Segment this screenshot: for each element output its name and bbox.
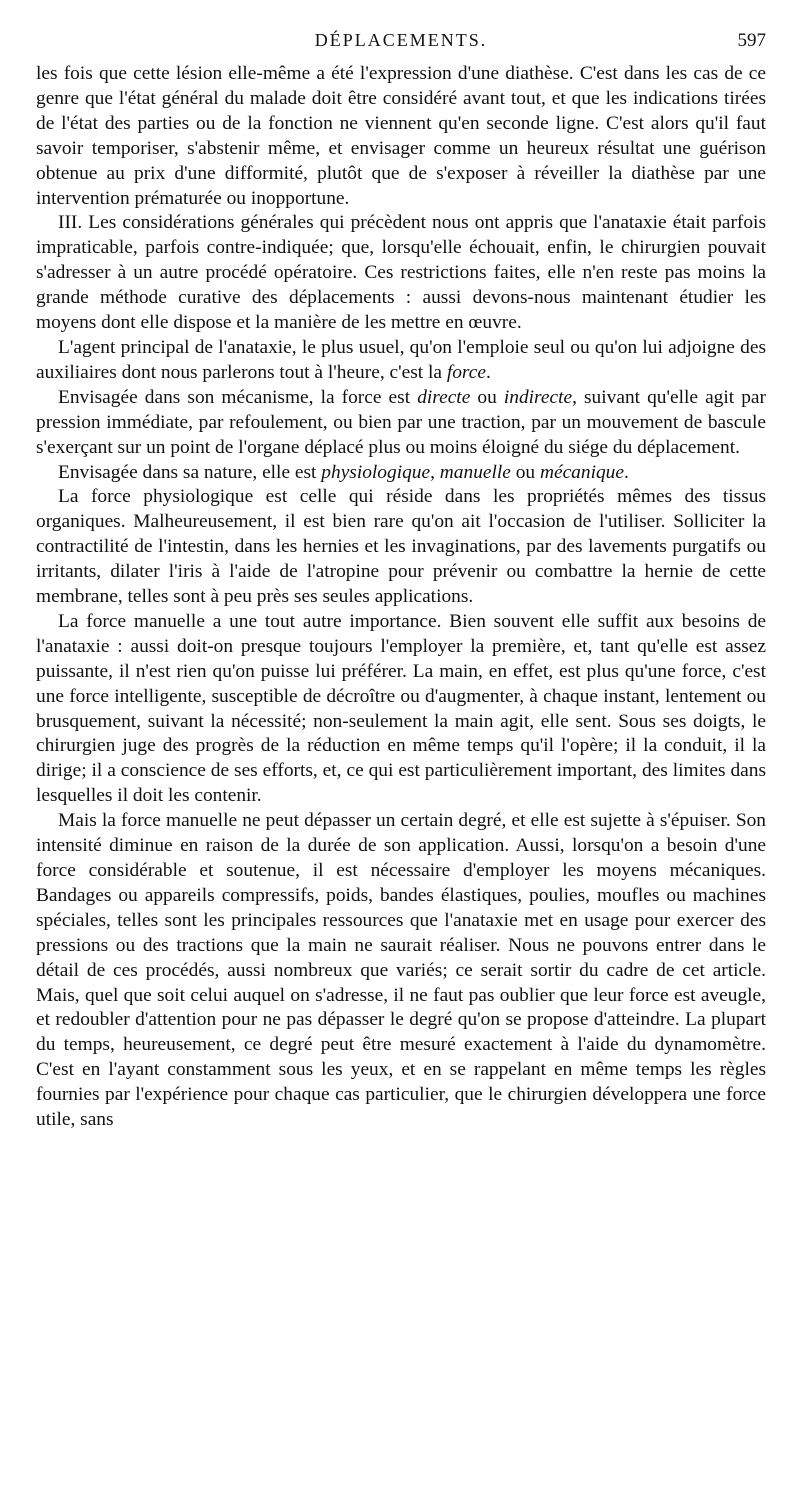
paragraph	[36, 485, 766, 610]
paragraph	[36, 211, 766, 336]
book-page	[36, 30, 766, 1133]
text-run: Mais la force manuelle ne peut dépasser un certain degré, et elle est sujette à s'épuiser. Son intensité diminue en raison de la durée de son application. Aussi, lorsqu'on a besoin d'une force considérable et soutenue, il est nécessaire d'employer les moyens mécaniques. Bandages ou appareils compressifs, poids, bandes élastiques, poulies, moufles ou machines spéciales, telles sont les principales ressources que l'anataxie met en usage pour exercer des pressions ou des tractions que la main ne saurait réaliser. Nous ne pouvons entrer dans le détail de ces procédés, aussi nombreux que variés; ce serait sortir du cadre de cet article. Mais, quel que soit celui auquel on s'adresse, il ne faut pas oublier que leur force est aveugle, et redoubler d'attention pour ne pas dépasser le degré qu'on se propose d'atteindre. La plupart du temps, heureusement, ce degré peut être mesuré exactement à l'aide du dynamomètre. C'est en l'ayant constamment sous les yeux, et en se rappelant en même temps les règles fournies par l'expérience pour chaque cas particulier, que le chirurgien développera une force utile, sans	[36, 810, 766, 1131]
text-run: Envisagée dans sa nature, elle est	[58, 461, 322, 483]
text-run: les fois que cette lésion elle-même a été l'expression d'une diathèse. C'est dans les cas de ce genre que l'état général du malade doit être considéré avant tout, et que les indications tirées de l'état des parties ou de la fonction ne viennent qu'en seconde ligne. C'est alors qu'il faut savoir temporiser, s'abstenir même, et envisager comme un heureux résultat une guérison obtenue au prix d'une difformité, plutôt que de s'exposer à réveiller la diathèse par une intervention prématurée ou inopportune.	[36, 63, 766, 209]
paragraph	[36, 386, 766, 461]
italic-term: indirecte	[503, 386, 573, 408]
running-header	[36, 30, 766, 62]
text-run: ou	[510, 461, 540, 483]
paragraph	[36, 809, 766, 1133]
paragraph	[36, 461, 766, 486]
italic-term: directe	[417, 386, 471, 408]
italic-term: force	[446, 361, 486, 383]
text-run: .	[485, 361, 491, 383]
running-title: DÉPLACEMENTS.	[314, 30, 488, 50]
text-run: , suivant qu'elle agit par pression immédiate, par refoulement, ou bien par une traction, par un mouvement de bascule s'exerçant sur un point de l'organe déplacé plus ou moins éloigné du siége du déplacement.	[36, 386, 766, 458]
text-run: .	[623, 461, 629, 483]
italic-term: manuelle	[439, 461, 511, 483]
paragraph	[36, 336, 766, 386]
italic-term: mécanique	[539, 461, 624, 483]
paragraph	[36, 62, 766, 211]
page-number: 597	[737, 30, 766, 51]
text-run: III. Les considérations générales qui précèdent nous ont appris que l'anataxie était parfois impraticable, parfois contre-indiquée; que, lorsqu'elle échouait, enfin, le chirurgien pouvait s'adresser à un autre procédé opératoire. Ces restrictions faites, elle n'en reste pas moins la grande méthode curative des déplacements : aussi devons-nous maintenant étudier les moyens dont elle dispose et la manière de les mettre en œuvre.	[36, 212, 766, 334]
text-run: ou	[470, 386, 504, 408]
text-run: La force manuelle a une tout autre importance. Bien souvent elle suffit aux besoins de l'anataxie : aussi doit-on presque toujours l'employer la première, et, tant qu'elle est assez puissante, il n'est rien qu'on puisse lui préférer. La main, en effet, est plus qu'une force, c'est une force intelligente, susceptible de décroître ou d'augmenter, à chaque instant, lentement ou brusquement, suivant la nécessité; non-seulement la main agit, elle sent. Sous ses doigts, le chirurgien juge des progrès de la réduction en même temps qu'il l'opère; il la conduit, il la dirige; il a conscience de ses efforts, et, ce qui est particulièrement important, des limites dans lesquelles il doit les contenir.	[36, 610, 766, 807]
text-run: La force physiologique est celle qui réside dans les propriétés mêmes des tissus organiques. Malheureusement, il est bien rare qu'on ait l'occasion de l'utiliser. Solliciter la contractilité de l'intestin, dans les hernies et les invaginations, par des lavements purgatifs ou irritants, dilater l'iris à l'aide de l'atropine pour prévenir ou combattre la hernie de cette membrane, telles sont à peu près ses seules applications.	[36, 486, 766, 608]
text-run: ,	[430, 461, 440, 483]
paragraph	[36, 610, 766, 809]
italic-term: physiologique	[321, 461, 431, 483]
body-text	[36, 62, 766, 1133]
text-run: L'agent principal de l'anataxie, le plus usuel, qu'on l'emploie seul ou qu'on lui adjoigne des auxiliaires dont nous parlerons tout à l'heure, c'est la	[36, 336, 766, 383]
text-run: Envisagée dans son mécanisme, la force est	[58, 386, 418, 408]
